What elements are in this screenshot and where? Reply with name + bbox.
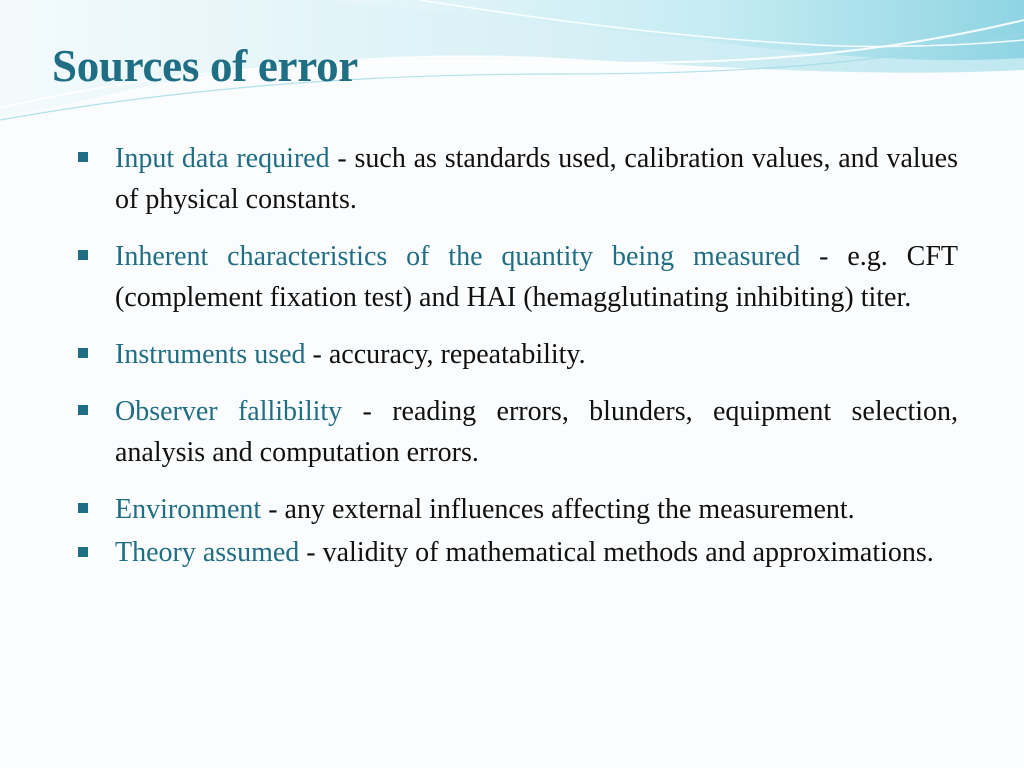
list-item [78,489,958,530]
item-term: Instruments used [115,339,306,370]
square-bullet-icon [78,405,88,415]
item-term: Environment [115,494,262,525]
item-term: Theory assumed [115,537,300,568]
item-text: - reading errors, blunders, equipment selection, analysis and computation errors. [115,396,959,468]
square-bullet-icon [78,547,88,557]
list-item [78,391,958,473]
item-term: Inherent characteristics of the quantity being measured [115,241,801,272]
item-text: - validity of mathematical methods and approximations. [299,537,934,568]
square-bullet-icon [78,503,88,513]
list-item [78,138,958,220]
list-item [78,334,958,375]
item-text: - e.g. CFT (complement fixation test) and HAI (hemagglutinating inhibiting) titer. [115,241,958,313]
bullet-list [78,138,958,570]
item-term: Observer fallibility [115,396,343,427]
square-bullet-icon [78,152,88,162]
item-text: - any external influences affecting the measurement. [261,494,855,525]
slide-title: Sources of error [52,41,358,91]
item-term: Input data required [115,143,330,174]
list-item [78,236,958,318]
square-bullet-icon [78,348,88,358]
item-text: - accuracy, repeatability. [305,339,586,370]
item-text: - such as standards used, calibration values, and values of physical constants. [115,143,958,215]
list-item [78,536,958,570]
square-bullet-icon [78,250,88,260]
